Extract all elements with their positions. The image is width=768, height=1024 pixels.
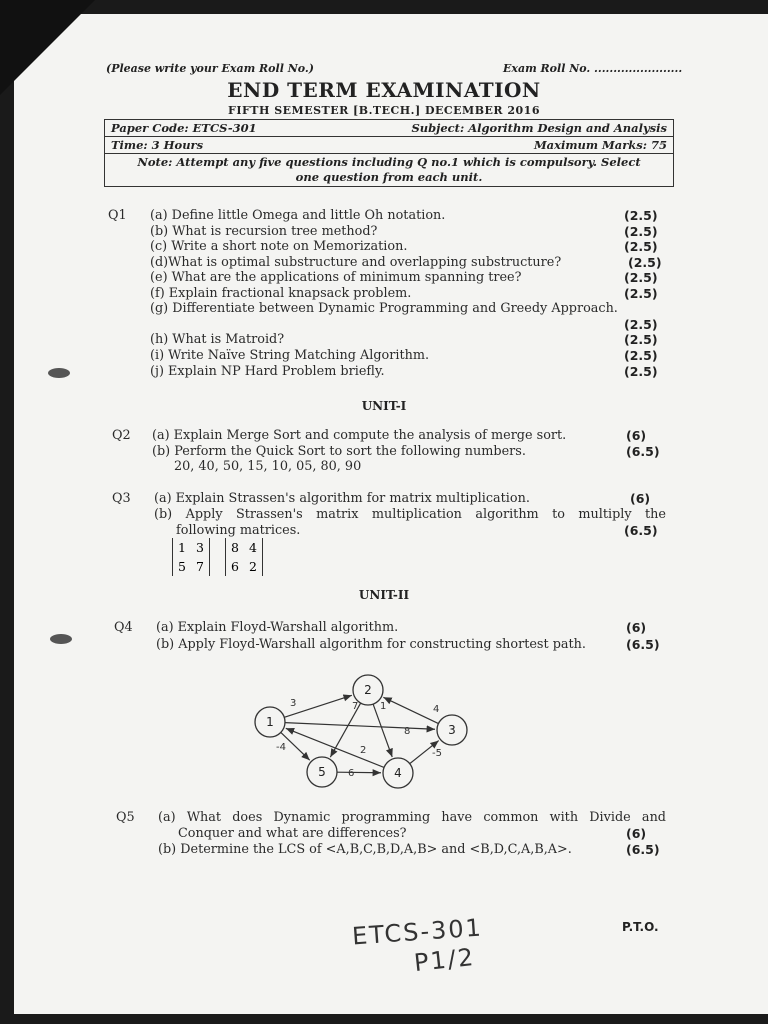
q2-a: (a) Explain Merge Sort and compute the analysis of merge sort.: [152, 428, 567, 443]
q3-a: (a) Explain Strassen's algorithm for matrix multiplication.: [154, 491, 530, 506]
graph-node-label: 4: [394, 766, 402, 780]
q4-a: (a) Explain Floyd-Warshall algorithm.: [156, 620, 399, 635]
q3-a-marks: (6): [630, 491, 651, 506]
q1-item-g: (g) Differentiate between Dynamic Programming and Greedy Approach.: [150, 301, 618, 316]
note-line-1: Note: Attempt any five questions including Q no.1 which is compulsory. Select: [137, 155, 641, 169]
q1-item-f-marks: (2.5): [624, 286, 658, 301]
q5-b-marks: (6.5): [626, 842, 660, 857]
graph-edge-weight: 3: [290, 698, 297, 709]
q4-b-marks: (6.5): [626, 637, 660, 652]
matrix-a-cell: 7: [195, 559, 204, 574]
q2-label: Q2: [112, 428, 131, 443]
graph-node-label: 2: [364, 683, 372, 697]
graph-edge-5-4: [337, 772, 381, 773]
matrix-a-cell: 5: [178, 559, 186, 574]
punch-hole: [48, 368, 70, 378]
q1-label: Q1: [108, 208, 127, 223]
q3-label: Q3: [112, 491, 131, 506]
roll-label: Exam Roll No. .......................: [503, 62, 683, 75]
graph-edge-weight: 7: [352, 701, 359, 712]
paper-code: Paper Code: ETCS-301: [111, 121, 257, 135]
q1-item-j-marks: (2.5): [624, 364, 658, 379]
graph-edge-weight: -4: [276, 742, 286, 753]
q1-item-d-marks: (2.5): [628, 255, 662, 270]
q1-item-c: (c) Write a short note on Memorization.: [150, 239, 408, 254]
q1-item-h-marks: (2.5): [624, 332, 658, 347]
roll-hint: (Please write your Exam Roll No.): [106, 62, 314, 75]
matrix-b-cell: 2: [248, 559, 257, 574]
q4-label: Q4: [114, 620, 133, 635]
graph-edge-weight: 1: [380, 701, 387, 712]
graph-edge-weight: 4: [433, 704, 440, 715]
q1-item-a: (a) Define little Omega and little Oh notation.: [150, 208, 446, 223]
punch-hole: [50, 634, 72, 644]
graph-edge-3-2: [383, 697, 438, 723]
graph-edge-4-1: [286, 728, 384, 767]
matrix-a-cell: 1: [178, 540, 186, 555]
q5-a-line-1: (a) What does Dynamic programming have common with Divide and: [158, 810, 666, 825]
unit-2-heading: UNIT-II: [358, 588, 410, 602]
q4-b: (b) Apply Floyd-Warshall algorithm for constructing shortest path.: [156, 637, 586, 652]
q2-numbers: 20, 40, 50, 15, 10, 05, 80, 90: [174, 459, 362, 474]
max-marks: Maximum Marks: 75: [533, 138, 667, 152]
graph-node-label: 1: [266, 715, 274, 729]
matrix-b-cell: 8: [231, 540, 239, 555]
graph-edge-weight: 8: [404, 726, 411, 737]
matrix-a-cell: 3: [195, 540, 204, 555]
q1-item-e: (e) What are the applications of minimum spanning tree?: [150, 270, 522, 285]
q3-b-line-1: (b) Apply Strassen's matrix multiplication algorithm to multiply the: [154, 507, 666, 522]
q1-item-j: (j) Explain NP Hard Problem briefly.: [150, 364, 385, 379]
graph-node-label: 5: [318, 765, 326, 779]
q1-item-g-marks: (2.5): [624, 317, 658, 332]
q3-b-marks: (6.5): [624, 523, 658, 538]
graph-edge-weight: 2: [360, 745, 367, 756]
matrix-b-cell: 4: [248, 540, 257, 555]
q5-a-marks: (6): [626, 826, 647, 841]
graph-edge-weight: 6: [348, 768, 355, 779]
q1-item-b: (b) What is recursion tree method?: [150, 224, 378, 239]
q1-item-d: (d)What is optimal substructure and overlapping substructure?: [150, 255, 562, 270]
q5-b: (b) Determine the LCS of <A,B,C,B,D,A,B> and <B,D,C,A,B,A>.: [158, 842, 572, 857]
q2-b: (b) Perform the Quick Sort to sort the following numbers.: [152, 444, 526, 459]
q3-b-line-2: following matrices.: [176, 523, 301, 538]
graph-node-label: 3: [448, 723, 456, 737]
q5-a-line-2: Conquer and what are differences?: [178, 826, 407, 841]
subject: Subject: Algorithm Design and Analysis: [411, 121, 667, 135]
pto: P.T.O.: [622, 920, 659, 934]
time: Time: 3 Hours: [111, 138, 204, 152]
graph-edge-weight: -5: [432, 748, 442, 759]
q1-item-i: (i) Write Naïve String Matching Algorithm.: [150, 348, 430, 363]
note-line-2: one question from each unit.: [295, 170, 483, 184]
q1-item-h: (h) What is Matroid?: [150, 332, 285, 347]
q1-item-c-marks: (2.5): [624, 239, 658, 254]
q5-label: Q5: [116, 810, 135, 825]
q1-item-a-marks: (2.5): [624, 208, 658, 223]
graph-edge-1-3: [285, 723, 435, 730]
graph-edge-2-4: [373, 704, 392, 757]
page-title: END TERM EXAMINATION: [227, 78, 541, 102]
semester-line: FIFTH SEMESTER [B.TECH.] DECEMBER 2016: [228, 104, 540, 117]
q1-item-e-marks: (2.5): [624, 270, 658, 285]
matrix-b-cell: 6: [231, 559, 239, 574]
q1-item-f: (f) Explain fractional knapsack problem.: [150, 286, 412, 301]
q1-item-b-marks: (2.5): [624, 224, 658, 239]
handwritten-code: ETCS-301: [351, 913, 484, 951]
q1-item-i-marks: (2.5): [624, 348, 658, 363]
unit-1-heading: UNIT-I: [361, 399, 407, 413]
q4-a-marks: (6): [626, 620, 647, 635]
q2-a-marks: (6): [626, 428, 647, 443]
handwritten-page: P1/2: [412, 942, 477, 978]
q2-b-marks: (6.5): [626, 444, 660, 459]
